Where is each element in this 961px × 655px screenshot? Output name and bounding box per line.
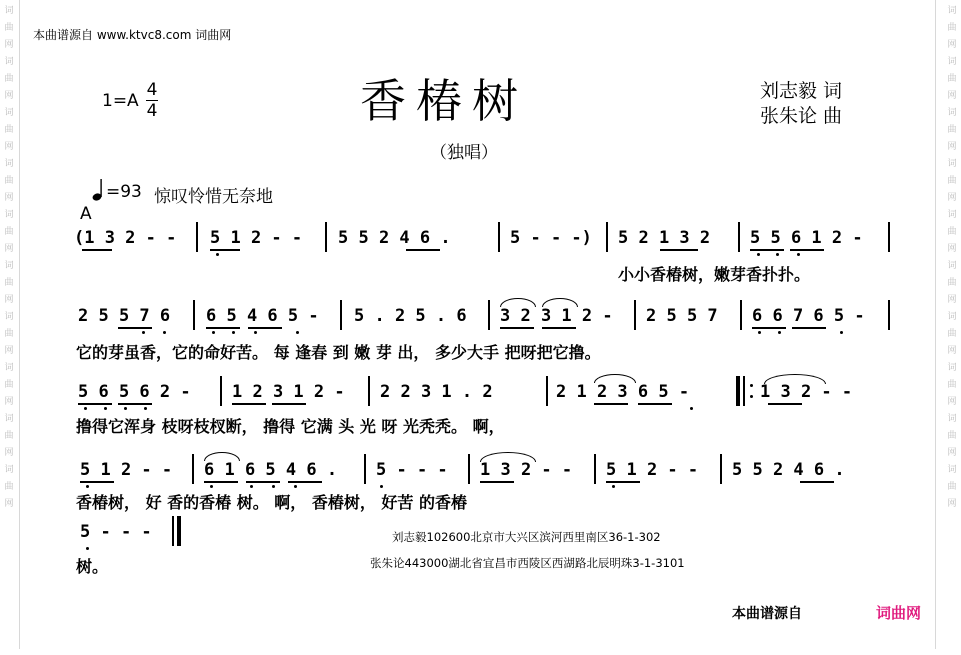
measure-5-1: 5 - - - bbox=[80, 522, 152, 542]
watermark-char: 词 bbox=[4, 363, 14, 373]
watermark-char: 词 bbox=[4, 261, 14, 271]
footer-source-label: 本曲谱源自 bbox=[732, 606, 802, 622]
watermark-char: 曲 bbox=[4, 125, 14, 135]
watermark-char: 曲 bbox=[4, 227, 14, 237]
repeat-start-thick-bar bbox=[736, 376, 740, 406]
watermark-char: 网 bbox=[947, 40, 957, 50]
watermark-char: 曲 bbox=[4, 176, 14, 186]
measure-3-1: 5 6 5 6 2 - bbox=[78, 382, 191, 402]
beam bbox=[204, 481, 238, 483]
left-watermark-column bbox=[2, 0, 16, 655]
barline bbox=[192, 454, 194, 484]
watermark-char: 词 bbox=[947, 210, 957, 220]
low-octave-dot bbox=[163, 331, 166, 334]
repeat-dot bbox=[750, 384, 753, 387]
low-octave-dot bbox=[250, 485, 253, 488]
repeat-start-thin-bar bbox=[743, 376, 745, 406]
watermark-char: 词 bbox=[4, 414, 14, 424]
low-octave-dot bbox=[104, 407, 107, 410]
time-signature-bottom: 4 bbox=[146, 101, 158, 121]
watermark-char: 词 bbox=[4, 210, 14, 220]
barline bbox=[468, 454, 470, 484]
watermark-char: 曲 bbox=[4, 329, 14, 339]
watermark-char: 网 bbox=[947, 91, 957, 101]
beam bbox=[594, 403, 628, 405]
low-octave-dot bbox=[232, 331, 235, 334]
beam bbox=[272, 403, 306, 405]
watermark-char: 曲 bbox=[947, 227, 957, 237]
watermark-char: 词 bbox=[947, 261, 957, 271]
right-margin-line bbox=[935, 0, 936, 649]
time-signature-top: 4 bbox=[146, 80, 158, 100]
beam bbox=[80, 481, 114, 483]
low-octave-dot bbox=[778, 331, 781, 334]
barline bbox=[740, 300, 742, 330]
watermark-char: 曲 bbox=[4, 74, 14, 84]
watermark-char: 网 bbox=[4, 244, 14, 254]
beam bbox=[800, 481, 834, 483]
lyrics-line-2: 它的芽虽香，它的命好苦。 每 逢春 到 嫩 芽 出， 多少大手 把呀把它撸。 bbox=[76, 343, 601, 362]
key-signature: 1=A bbox=[102, 91, 139, 111]
time-signature bbox=[146, 81, 158, 120]
low-octave-dot bbox=[216, 253, 219, 256]
beam bbox=[606, 481, 640, 483]
measure-4-6: 5 5 2 4 6 . bbox=[732, 460, 845, 480]
watermark-char: 曲 bbox=[4, 380, 14, 390]
beam bbox=[480, 481, 514, 483]
barline bbox=[220, 376, 222, 406]
beam bbox=[78, 403, 112, 405]
right-watermark-column bbox=[945, 0, 959, 655]
measure-4-2: 6 1 6 5 4 6 . bbox=[204, 460, 338, 480]
rehearsal-mark-a: A bbox=[80, 204, 92, 224]
slur bbox=[594, 374, 636, 383]
measure-1-5: 5 2 1 3 2 bbox=[618, 228, 711, 248]
lyrics-line-3: 撸得它浑身 枝呀枝杈断， 撸得 它满 头 光 呀 光秃秃。 啊， bbox=[76, 417, 505, 436]
low-octave-dot bbox=[84, 407, 87, 410]
barline bbox=[498, 222, 500, 252]
low-octave-dot bbox=[86, 485, 89, 488]
beam bbox=[750, 249, 784, 251]
measure-3-4: 2 1 2 3 6 5 - bbox=[556, 382, 690, 402]
beam bbox=[542, 327, 576, 329]
composer-address: 张朱论443000湖北省宜昌市西陵区西湖路北辰明珠3-1-3101 bbox=[370, 556, 685, 570]
watermark-char: 词 bbox=[947, 108, 957, 118]
watermark-char: 曲 bbox=[4, 482, 14, 492]
watermark-char: 网 bbox=[947, 244, 957, 254]
measure-2-5: 2 5 5 7 bbox=[646, 306, 718, 326]
watermark-char: 网 bbox=[4, 448, 14, 458]
beam bbox=[790, 249, 824, 251]
watermark-char: 曲 bbox=[947, 74, 957, 84]
watermark-char: 网 bbox=[947, 397, 957, 407]
beam bbox=[246, 481, 280, 483]
measure-4-3: 5 - - - bbox=[376, 460, 448, 480]
beam bbox=[288, 481, 322, 483]
low-octave-dot bbox=[124, 407, 127, 410]
barline bbox=[364, 454, 366, 484]
watermark-char: 词 bbox=[4, 465, 14, 475]
lyricist-credit: 刘志毅 词 bbox=[760, 80, 843, 102]
low-octave-dot bbox=[797, 253, 800, 256]
beam bbox=[500, 327, 534, 329]
barline bbox=[340, 300, 342, 330]
low-octave-dot bbox=[142, 331, 145, 334]
barline bbox=[488, 300, 490, 330]
watermark-char: 曲 bbox=[947, 23, 957, 33]
barline bbox=[193, 300, 195, 330]
watermark-char: 词 bbox=[947, 414, 957, 424]
watermark-char: 词 bbox=[947, 159, 957, 169]
watermark-char: 网 bbox=[947, 142, 957, 152]
watermark-char: 曲 bbox=[4, 431, 14, 441]
beam bbox=[660, 249, 698, 251]
barline bbox=[368, 376, 370, 406]
quarter-note-icon bbox=[92, 178, 106, 206]
watermark-char: 词 bbox=[4, 6, 14, 16]
watermark-char: 曲 bbox=[947, 329, 957, 339]
low-octave-dot bbox=[272, 485, 275, 488]
measure-1-2: 5 1 2 - - bbox=[210, 228, 303, 248]
low-octave-dot bbox=[294, 485, 297, 488]
footer-site-name: 词曲网 bbox=[876, 604, 922, 622]
lyricist-address: 刘志毅102600北京市大兴区滨河西里南区36-1-302 bbox=[392, 530, 661, 544]
barline bbox=[606, 222, 608, 252]
slur bbox=[764, 374, 826, 384]
watermark-char: 曲 bbox=[947, 125, 957, 135]
watermark-char: 曲 bbox=[4, 23, 14, 33]
measure-3-2: 1 2 3 1 2 - bbox=[232, 382, 345, 402]
measure-2-2: 6 5 4 6 5 - bbox=[206, 306, 319, 326]
watermark-char: 曲 bbox=[947, 278, 957, 288]
barline bbox=[594, 454, 596, 484]
low-octave-dot bbox=[757, 253, 760, 256]
watermark-char: 网 bbox=[4, 295, 14, 305]
measure-4-5: 5 1 2 - - bbox=[606, 460, 699, 480]
watermark-char: 网 bbox=[4, 142, 14, 152]
expression-mark: 惊叹怜惜无奈地 bbox=[154, 187, 273, 207]
measure-2-1: 2 5 5 7 6 bbox=[78, 306, 171, 326]
barline bbox=[196, 222, 198, 252]
low-octave-dot bbox=[690, 407, 693, 410]
measure-2-6: 6 6 7 6 5 - bbox=[752, 306, 865, 326]
watermark-char: 词 bbox=[947, 312, 957, 322]
low-octave-dot bbox=[758, 331, 761, 334]
composer-credit: 张朱论 曲 bbox=[760, 105, 843, 127]
watermark-char: 词 bbox=[947, 6, 957, 16]
measure-3-3: 2 2 3 1 . 2 bbox=[380, 382, 493, 402]
measure-4-1: 5 1 2 - - bbox=[80, 460, 173, 480]
measure-1-1: (1 3 2 - - bbox=[74, 228, 177, 248]
low-octave-dot bbox=[254, 331, 257, 334]
measure-2-4: 3 2 3 1 2 - bbox=[500, 306, 613, 326]
low-octave-dot bbox=[612, 485, 615, 488]
measure-1-4: 5 - - -) bbox=[510, 228, 592, 248]
watermark-char: 网 bbox=[947, 448, 957, 458]
watermark-char: 网 bbox=[947, 295, 957, 305]
beam bbox=[248, 327, 282, 329]
watermark-char: 曲 bbox=[947, 176, 957, 186]
watermark-char: 词 bbox=[947, 465, 957, 475]
watermark-char: 网 bbox=[4, 91, 14, 101]
slur bbox=[480, 452, 536, 462]
beam bbox=[118, 403, 152, 405]
watermark-char: 网 bbox=[947, 499, 957, 509]
lyrics-line-5: 树。 bbox=[76, 557, 109, 576]
watermark-char: 词 bbox=[4, 108, 14, 118]
beam bbox=[232, 403, 266, 405]
low-octave-dot bbox=[296, 331, 299, 334]
slur bbox=[542, 298, 578, 307]
watermark-char: 网 bbox=[4, 397, 14, 407]
low-octave-dot bbox=[840, 331, 843, 334]
beam bbox=[768, 403, 802, 405]
measure-3-5: 1 3 2 - - bbox=[760, 382, 853, 402]
beam bbox=[406, 249, 440, 251]
left-margin-line bbox=[19, 0, 20, 649]
source-note: 本曲谱源自 www.ktvc8.com 词曲网 bbox=[33, 28, 232, 42]
low-octave-dot bbox=[380, 485, 383, 488]
barline bbox=[888, 300, 890, 330]
watermark-char: 网 bbox=[4, 346, 14, 356]
barline bbox=[634, 300, 636, 330]
watermark-char: 词 bbox=[947, 363, 957, 373]
final-thin-bar bbox=[172, 516, 174, 546]
lyrics-line-4: 香椿树， 好 香的香椿 树。 啊， 香椿树， 好苦 的香椿 bbox=[76, 493, 467, 512]
final-thick-bar bbox=[177, 516, 181, 546]
beam bbox=[752, 327, 786, 329]
measure-2-3: 5 . 2 5 . 6 bbox=[354, 306, 467, 326]
watermark-char: 词 bbox=[4, 57, 14, 67]
lyrics-line-1: 小小香椿树，嫩芽香扑扑。 bbox=[618, 265, 811, 284]
tempo-value: =93 bbox=[106, 182, 142, 202]
low-octave-dot bbox=[776, 253, 779, 256]
beam bbox=[792, 327, 826, 329]
watermark-char: 网 bbox=[947, 193, 957, 203]
slur bbox=[500, 298, 536, 307]
low-octave-dot bbox=[212, 331, 215, 334]
watermark-char: 词 bbox=[4, 312, 14, 322]
measure-1-6: 5 5 6 1 2 - bbox=[750, 228, 863, 248]
low-octave-dot bbox=[144, 407, 147, 410]
watermark-char: 曲 bbox=[947, 482, 957, 492]
barline bbox=[325, 222, 327, 252]
beam bbox=[118, 327, 152, 329]
song-title: 香椿树 bbox=[360, 74, 528, 128]
watermark-char: 曲 bbox=[4, 278, 14, 288]
barline bbox=[738, 222, 740, 252]
watermark-char: 曲 bbox=[947, 380, 957, 390]
beam bbox=[210, 249, 240, 251]
low-octave-dot bbox=[210, 485, 213, 488]
low-octave-dot bbox=[86, 547, 89, 550]
measure-1-3: 5 5 2 4 6 . bbox=[338, 228, 451, 248]
watermark-char: 词 bbox=[4, 159, 14, 169]
barline bbox=[720, 454, 722, 484]
performance-type: （独唱） bbox=[430, 143, 498, 163]
measure-4-4: 1 3 2 - - bbox=[480, 460, 573, 480]
beam bbox=[206, 327, 240, 329]
watermark-char: 曲 bbox=[947, 431, 957, 441]
watermark-char: 网 bbox=[4, 40, 14, 50]
watermark-char: 网 bbox=[4, 193, 14, 203]
beam bbox=[638, 403, 672, 405]
barline bbox=[546, 376, 548, 406]
watermark-char: 词 bbox=[947, 57, 957, 67]
barline bbox=[888, 222, 890, 252]
repeat-dot bbox=[750, 395, 753, 398]
watermark-char: 网 bbox=[947, 346, 957, 356]
slur bbox=[204, 452, 240, 461]
watermark-char: 网 bbox=[4, 499, 14, 509]
beam bbox=[82, 249, 112, 251]
